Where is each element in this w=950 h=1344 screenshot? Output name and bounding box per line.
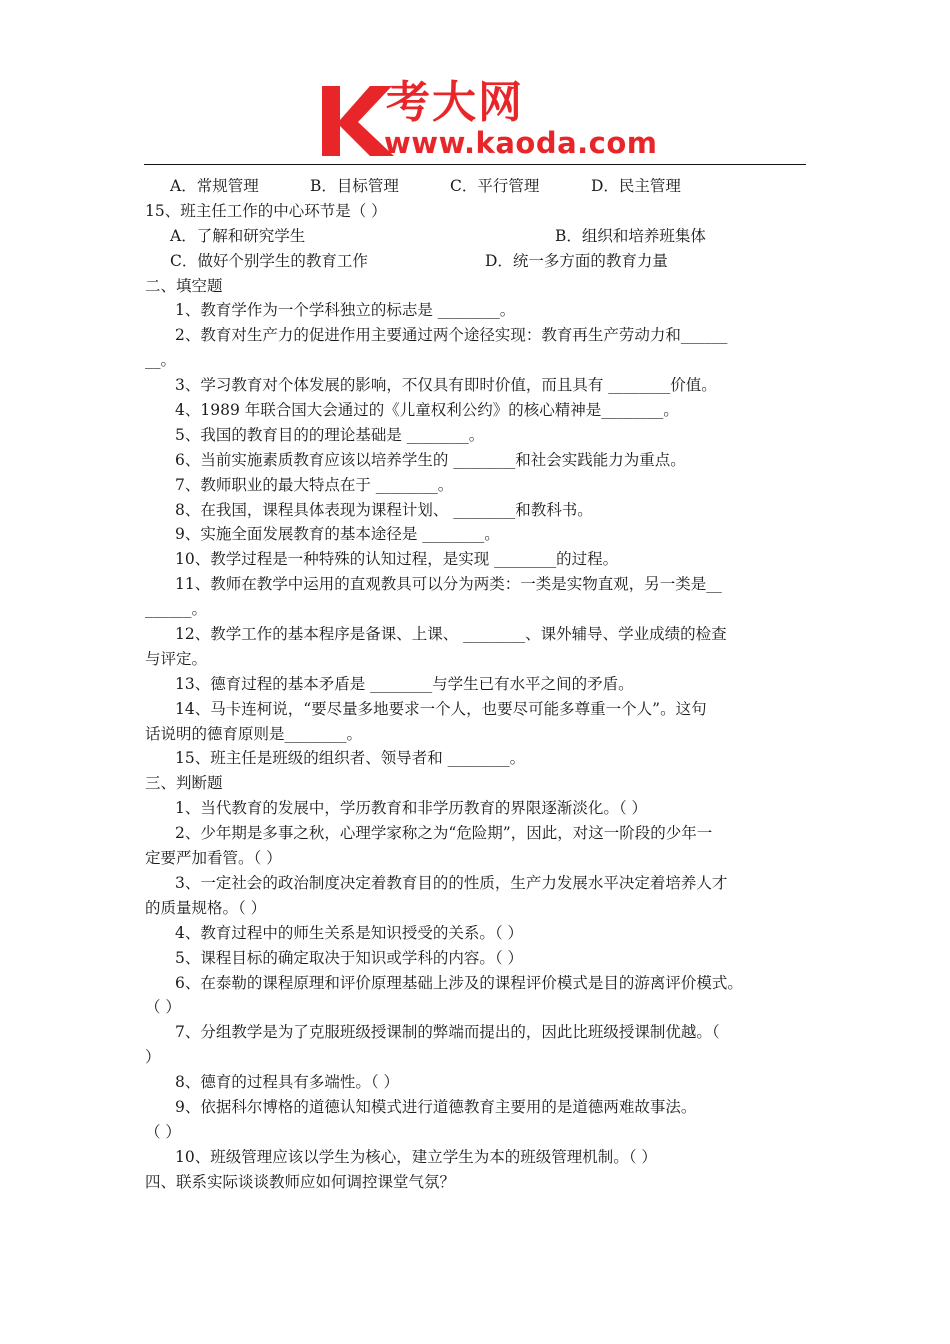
fill-line: 1、教育学作为一个学科独立的标志是 ________。	[175, 301, 516, 320]
section-2-title: 二、填空题	[145, 276, 223, 295]
q15-option-c: C．做好个别学生的教育工作	[170, 251, 368, 270]
judge-line: 2、少年期是多事之秋，心理学家称之为“危险期”，因此，对这一阶段的少年一	[175, 824, 713, 843]
fill-line: 话说明的德育原则是________。	[145, 724, 363, 743]
kaoda-logo	[318, 77, 658, 160]
fill-line: 3、学习教育对个体发展的影响，不仅具有即时价值，而且具有 ________价值。	[175, 376, 717, 395]
fill-line: 13、德育过程的基本矛盾是 ________与学生已有水平之间的矛盾。	[175, 674, 634, 693]
fill-line: 12、教学工作的基本程序是备课、上课、 ________、课外辅导、学业成绩的检查	[175, 625, 727, 644]
fill-line: 与评定。	[145, 649, 208, 668]
fill-line: ______。	[145, 600, 208, 619]
judge-line: 定要严加看管。（ ）	[145, 849, 282, 868]
judge-line: 9、依据科尔博格的道德认知模式进行道德教育主要用的是道德两难故事法。	[175, 1097, 697, 1116]
judge-line: （ ）	[145, 1122, 181, 1141]
fill-line: 9、实施全面发展教育的基本途径是 ________。	[175, 525, 500, 544]
exam-content	[145, 174, 807, 1195]
q15-option-row-1	[145, 224, 807, 249]
judge-line: 7、分组教学是为了克服班级授课制的弊端而提出的，因此比班级授课制优越。（	[175, 1023, 720, 1042]
judge-line: ）	[145, 1048, 161, 1067]
fill-line: 4、1989 年联合国大会通过的《儿童权利公约》的核心精神是________。	[175, 401, 679, 420]
fill-line: __。	[145, 351, 177, 370]
fill-line: 5、我国的教育目的的理论基础是 ________。	[175, 425, 485, 444]
judge-line: 8、德育的过程具有多端性。（ ）	[175, 1073, 400, 1092]
judge-line: 3、一定社会的政治制度决定着教育目的的性质，生产力发展水平决定着培养人才	[175, 873, 728, 892]
option-c: C．平行管理	[450, 177, 540, 195]
fill-line: 7、教师职业的最大特点在于 ________。	[175, 475, 454, 494]
judge-line: 的质量规格。（ ）	[145, 898, 267, 917]
judge-line: （ ）	[145, 998, 181, 1017]
q15-option-b: B．组织和培养班集体	[555, 226, 706, 245]
section-3-title: 三、判断题	[145, 774, 223, 793]
judge-line: 4、教育过程中的师生关系是知识授受的关系。（ ）	[175, 923, 524, 942]
judge-line: 6、在泰勒的课程原理和评价原理基础上涉及的课程评价模式是目的游离评价模式。	[175, 973, 743, 992]
judge-line: 5、课程目标的确定取决于知识或学科的内容。（ ）	[175, 948, 524, 967]
q15-option-a: A．了解和研究学生	[170, 226, 306, 245]
option-b: B．目标管理	[310, 177, 399, 195]
fill-line: 11、教师在教学中运用的直观教具可以分为两类：一类是实物直观，另一类是__	[175, 575, 722, 594]
logo-text-cn: 考大网	[386, 77, 524, 128]
option-d: D．民主管理	[591, 177, 681, 195]
q15-option-d: D．统一多方面的教育力量	[485, 251, 668, 270]
fill-line: 15、班主任是班级的组织者、领导者和 ________。	[175, 749, 526, 768]
question-15: 15、班主任工作的中心环节是（ ）	[145, 201, 387, 220]
fill-line: 8、在我国，课程具体表现为课程计划、 ________和教科书。	[175, 500, 593, 519]
judge-line: 10、班级管理应该以学生为核心，建立学生为本的班级管理机制。（ ）	[175, 1147, 657, 1166]
fill-line: 10、教学过程是一种特殊的认知过程，是实现 ________的过程。	[175, 550, 619, 569]
logo-url: www.kaoda.com	[384, 126, 658, 160]
header-divider	[144, 164, 806, 165]
judge-line: 1、当代教育的发展中，学历教育和非学历教育的界限逐渐淡化。（ ）	[175, 799, 648, 818]
q15-option-row-2	[145, 249, 807, 274]
fill-line: 14、马卡连柯说，“要尽量多地要求一个人，也要尽可能多尊重一个人”。这句	[175, 699, 707, 718]
fill-line: 2、教育对生产力的促进作用主要通过两个途径实现：教育再生产劳动力和______	[175, 326, 728, 345]
fill-line: 6、当前实施素质教育应该以培养学生的 ________和社会实践能力为重点。	[175, 450, 686, 469]
section-4-title: 四、联系实际谈谈教师应如何调控课堂气氛？	[145, 1172, 456, 1191]
option-row-top	[145, 174, 807, 199]
option-a: A．常规管理	[170, 177, 259, 195]
